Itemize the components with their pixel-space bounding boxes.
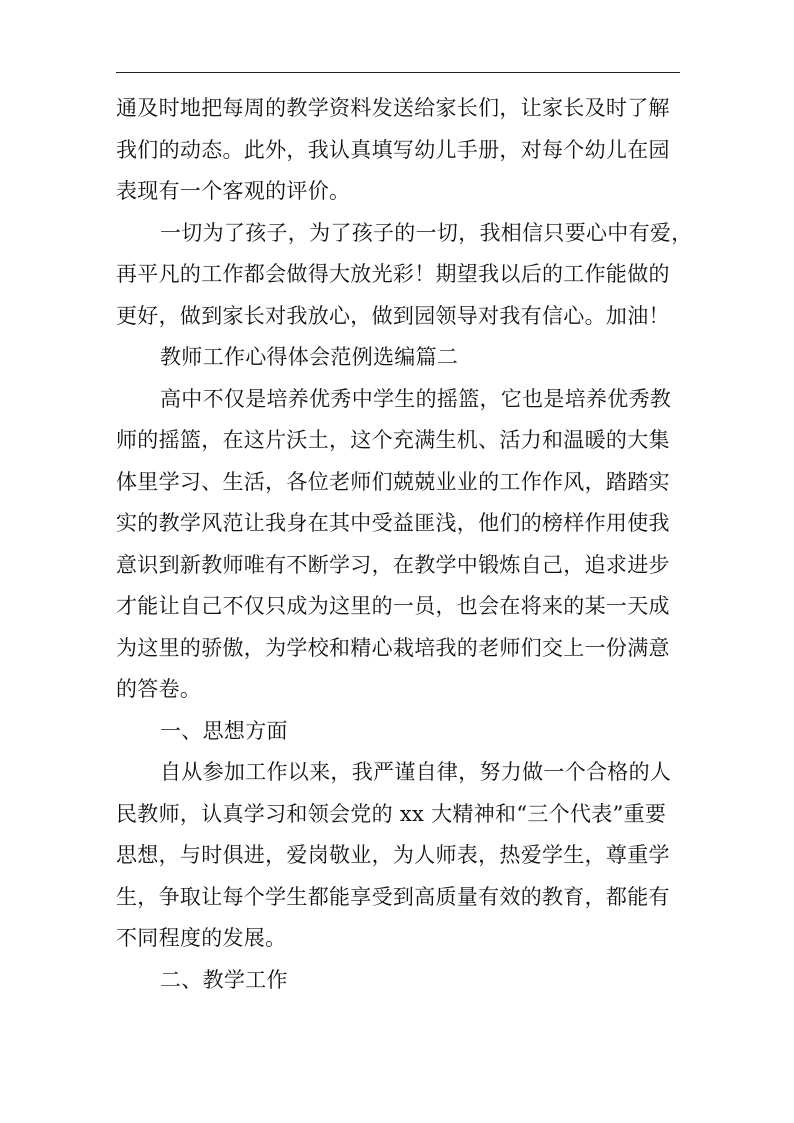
text-line: 思想，与时俱进，爱岗敬业，为人师表，热爱学生，尊重学 [116,843,670,867]
text-line: 师的摇篮，在这片沃土，这个充满生机、活力和温暖的大集 [116,428,670,452]
text-line: 高中不仅是培养优秀中学生的摇篮，它也是培养优秀教 [160,386,672,411]
text-line: 体里学习、生活，各位老师们兢兢业业的工作作风，踏踏实 [116,469,670,494]
text-line: 为这里的骄傲，为学校和精心栽培我的老师们交上一份满意 [116,635,670,660]
text-line: 通及时地把每周的教学资料发送给家长们，让家长及时了解 [116,96,670,120]
text-line: 一切为了孩子，为了孩子的一切，我相信只要心中有爱， [160,220,693,245]
text-line: 再平凡的工作都会做得大放光彩！期望我以后的工作能做的 [116,262,670,286]
text-line: 民教师，认真学习和领会党的 xx 大精神和“三个代表”重要 [116,801,667,826]
text-line: 才能让自己不仅只成为这里的一员，也会在将来的某一天成 [116,594,670,618]
section-heading: 教师工作心得体会范例选编篇二 [160,345,459,369]
text-line: 我们的动态。此外，我认真填写幼儿手册，对每个幼儿在园 [116,137,670,162]
section-heading: 一、思想方面 [160,718,288,743]
text-line: 自从参加工作以来，我严谨自律，努力做一个合格的人 [160,760,672,784]
text-line: 生，争取让每个学生都能享受到高质量有效的教育，都能有 [116,884,670,909]
text-line: 表现有一个客观的评价。 [116,179,351,203]
text-line: 意识到新教师唯有不断学习，在教学中锻炼自己，追求进步 [116,552,670,577]
text-line: 不同程度的发展。 [116,926,287,950]
header-rule [116,72,680,73]
text-line: 更好，做到家长对我放心，做到园领导对我有信心。加油！ [116,303,670,328]
document-body [116,88,693,1001]
section-heading: 二、教学工作 [160,967,288,992]
text-line: 实的教学风范让我身在其中受益匪浅，他们的榜样作用使我 [116,511,670,535]
text-line: 的答卷。 [116,677,202,701]
